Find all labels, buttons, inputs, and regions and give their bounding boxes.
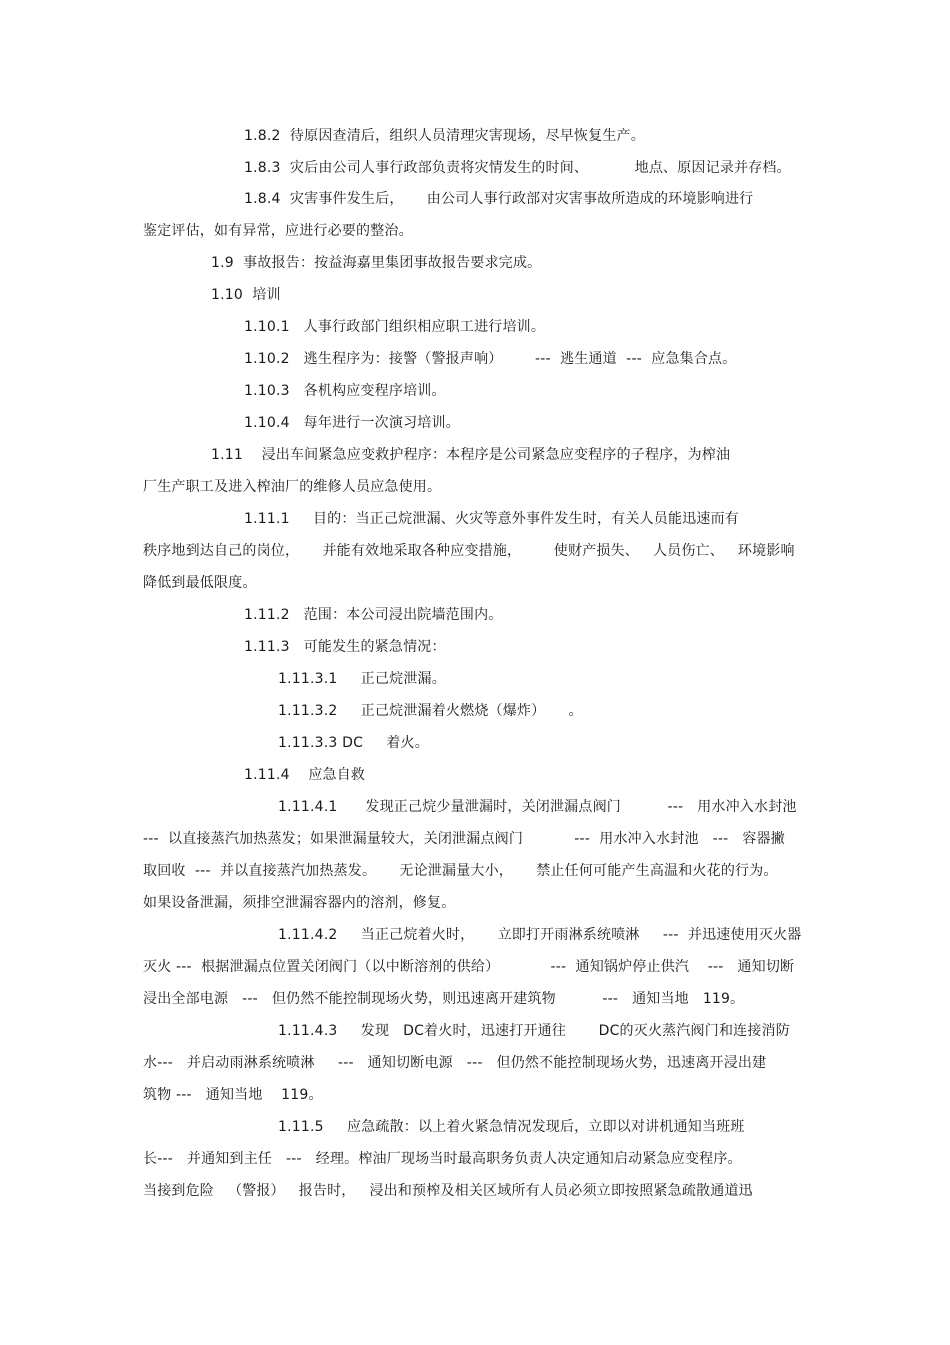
text-line-1-11-4-3-cont-b: 筑物 --- 通知当地 119。 xyxy=(143,1087,323,1103)
text-line-1-10-2: 1.10.2 逃生程序为：接警（警报声响） --- 逃生通道 --- 应急集合点。 xyxy=(244,351,737,367)
text-line-1-11-3-1: 1.11.3.1 正己烷泄漏。 xyxy=(278,671,446,687)
text-line-1-11-4: 1.11.4 应急自救 xyxy=(244,767,366,783)
text-line-1-11-4-2-cont-b: 浸出全部电源 --- 但仍然不能控制现场火势，则迅速离开建筑物 --- 通知当地 119。 xyxy=(143,991,745,1007)
text-line-1-10-3: 1.10.3 各机构应变程序培训。 xyxy=(244,383,446,399)
text-line-1-11-4-1: 1.11.4.1 发现正己烷少量泄漏时，关闭泄漏点阀门 --- 用水冲入水封池 xyxy=(278,799,797,815)
text-line-1-10: 1.10 培训 xyxy=(211,287,281,303)
text-line-1-8-3: 1.8.3 灾后由公司人事行政部负责将灾情发生的时间、 地点、原因记录并存档。 xyxy=(244,160,791,176)
text-line-1-11-3-2: 1.11.3.2 正己烷泄漏着火燃烧（爆炸） 。 xyxy=(278,703,583,719)
text-line-1-11-4-3: 1.11.4.3 发现 DC着火时，迅速打开通往 DC的灭火蒸汽阀门和连接消防 xyxy=(278,1023,790,1039)
text-line-1-11-5: 1.11.5 应急疏散：以上着火紧急情况发现后，立即以对讲机通知当班班 xyxy=(278,1119,745,1135)
text-line-1-11-3: 1.11.3 可能发生的紧急情况： xyxy=(244,639,446,655)
text-line-1-8-4-cont: 鉴定评估，如有异常，应进行必要的整治。 xyxy=(143,223,413,239)
text-line-1-11-1-cont-b: 降低到最低限度。 xyxy=(143,575,257,591)
text-line-1-11-4-1-cont-a: --- 以直接蒸汽加热蒸发；如果泄漏量较大，关闭泄漏点阀门 --- 用水冲入水封池 --- 容器撇 xyxy=(143,831,785,847)
text-line-1-11-4-1-cont-b: 取回收 --- 并以直接蒸汽加热蒸发。 无论泄漏量大小， 禁止任何可能产生高温和火花的行为。 xyxy=(143,863,778,879)
text-line-1-11-4-1-cont-c: 如果设备泄漏，须排空泄漏容器内的溶剂，修复。 xyxy=(143,895,456,911)
text-line-1-11-cont: 厂生产职工及进入榨油厂的维修人员应急使用。 xyxy=(143,479,442,495)
text-line-1-11-4-3-cont-a: 水--- 并启动雨淋系统喷淋 --- 通知切断电源 --- 但仍然不能控制现场火势，迅速离开浸出建 xyxy=(143,1055,767,1071)
text-line-1-11-2: 1.11.2 范围：本公司浸出院墙范围内。 xyxy=(244,607,503,623)
text-line-1-11-1-cont-a: 秩序地到达自己的岗位， 并能有效地采取各种应变措施， 使财产损失、 人员伤亡、 环境影响 xyxy=(143,543,795,559)
text-line-1-10-1: 1.10.1 人事行政部门组织相应职工进行培训。 xyxy=(244,319,546,335)
text-line-1-10-4: 1.10.4 每年进行一次演习培训。 xyxy=(244,415,460,431)
text-line-1-11-5-cont-b: 当接到危险 （警报） 报告时， 浸出和预榨及相关区域所有人员必须立即按照紧急疏散通道迅 xyxy=(143,1183,753,1199)
text-line-1-11: 1.11 浸出车间紧急应变救护程序：本程序是公司紧急应变程序的子程序，为榨油 xyxy=(211,447,731,463)
text-line-1-9: 1.9 事故报告：按益海嘉里集团事故报告要求完成。 xyxy=(211,255,542,271)
text-line-1-11-4-2-cont-a: 灭火 --- 根据泄漏点位置关闭阀门（以中断溶剂的供给） --- 通知锅炉停止供汽 --- 通知切断 xyxy=(143,959,795,975)
text-line-1-11-3-3: 1.11.3.3 DC 着火。 xyxy=(278,735,429,751)
text-line-1-11-5-cont-a: 长--- 并通知到主任 --- 经理。榨油厂现场当时最高职务负责人决定通知启动紧急应变程序。 xyxy=(143,1151,742,1167)
text-line-1-8-4: 1.8.4 灾害事件发生后， 由公司人事行政部对灾害事故所造成的环境影响进行 xyxy=(244,191,754,207)
text-line-1-8-2: 1.8.2 待原因查清后，组织人员清理灾害现场，尽早恢复生产。 xyxy=(244,128,645,144)
text-line-1-11-4-2: 1.11.4.2 当正己烷着火时， 立即打开雨淋系统喷淋 --- 并迅速使用灭火器 xyxy=(278,927,802,943)
text-line-1-11-1: 1.11.1 目的：当正己烷泄漏、火灾等意外事件发生时，有关人员能迅速而有 xyxy=(244,511,739,527)
